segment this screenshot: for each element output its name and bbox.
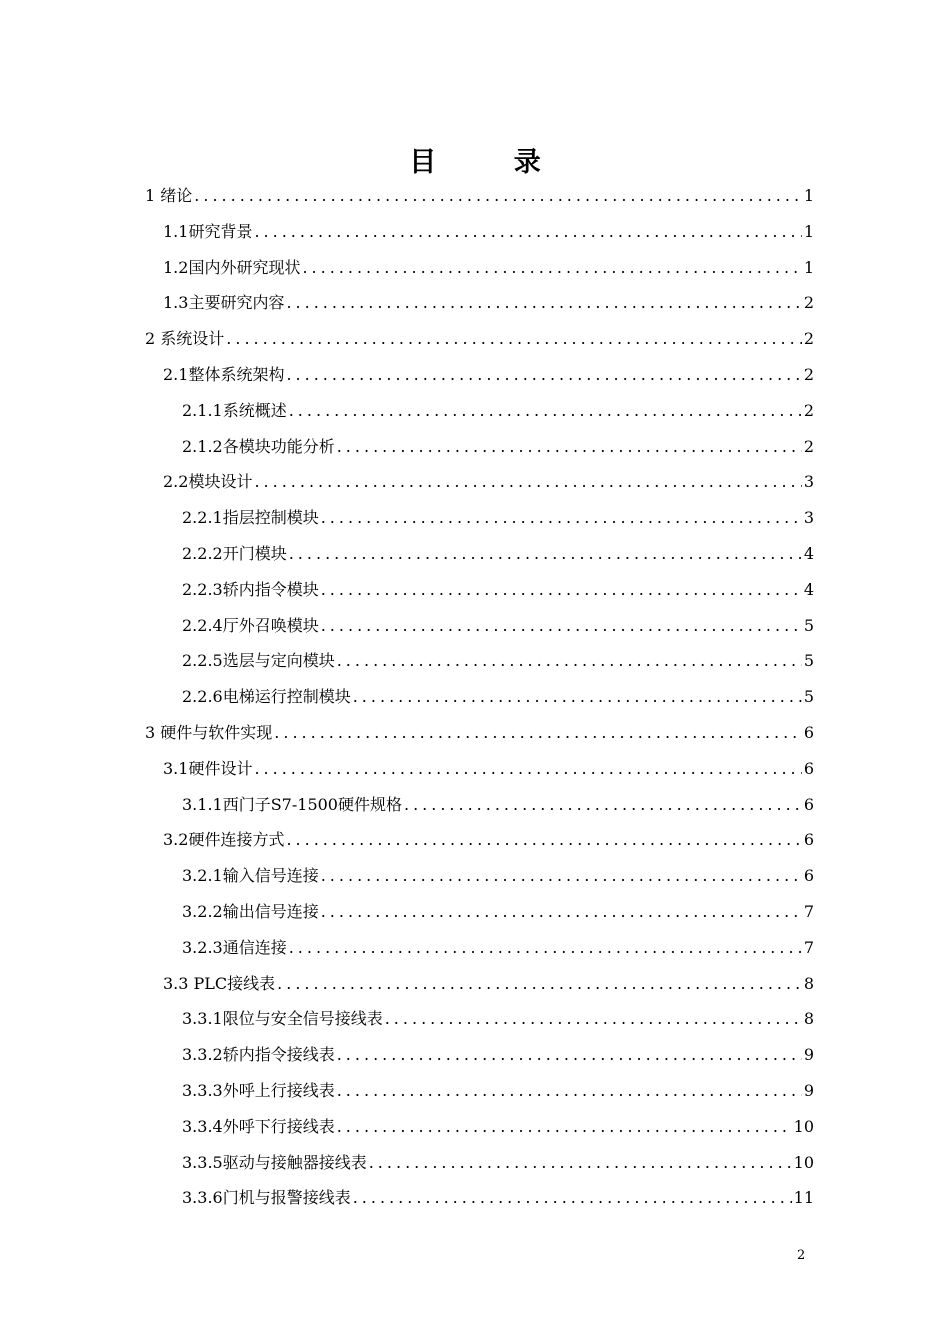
toc-entry-page: 4 xyxy=(803,579,814,599)
toc-leader-dots xyxy=(321,608,802,644)
toc-entry[interactable] xyxy=(163,966,814,1002)
toc-entry-label: 3.2.3通信连接 xyxy=(182,937,287,957)
toc-leader-dots xyxy=(321,500,802,536)
toc-entry-label: 2.1整体系统架构 xyxy=(163,365,285,384)
toc-leader-dots xyxy=(286,285,801,321)
toc-entry-page: 2 xyxy=(803,293,814,313)
toc-entry-label: 2 系统设计 xyxy=(145,329,225,349)
toc-entry-label: 2.2.5选层与定向模块 xyxy=(182,651,335,671)
toc-entry-label: 3.1.1西门子S7-1500硬件规格 xyxy=(182,794,402,814)
toc-leader-dots xyxy=(254,751,801,787)
toc-entry-page: 3 xyxy=(803,508,814,528)
toc-entry-label: 3.3.1限位与安全信号接线表 xyxy=(182,1009,383,1029)
toc-entry-page: 9 xyxy=(803,1045,814,1065)
toc-leader-dots xyxy=(385,1001,802,1037)
toc-entry-page: 1 xyxy=(803,186,814,205)
toc-entry-label: 3.2.2输出信号连接 xyxy=(182,902,319,921)
toc-entry[interactable] xyxy=(182,1037,814,1073)
toc-entry-page: 9 xyxy=(803,1081,814,1100)
toc-entry[interactable] xyxy=(163,285,814,321)
toc-entry[interactable] xyxy=(182,500,814,536)
toc-leader-dots xyxy=(286,822,801,858)
toc-entry-label: 2.1.2各模块功能分析 xyxy=(182,436,335,456)
toc-entry-page: 6 xyxy=(803,866,814,886)
toc-entry-label: 3.3.5驱动与接触器接线表 xyxy=(182,1152,367,1172)
toc-leader-dots xyxy=(369,1145,792,1181)
toc-leader-dots xyxy=(289,930,802,966)
toc-entry-label: 3.3.6门机与报警接线表 xyxy=(182,1188,351,1208)
toc-entry-page: 10 xyxy=(793,1152,814,1172)
toc-leader-dots xyxy=(337,1037,802,1073)
toc-entry-label: 2.2.4厅外召唤模块 xyxy=(182,615,319,635)
toc-entry-label: 3.3 PLC接线表 xyxy=(163,973,276,993)
toc-leader-dots xyxy=(254,464,801,500)
toc-leader-dots xyxy=(289,393,802,429)
toc-entry-label: 2.1.1系统概述 xyxy=(182,400,287,420)
toc-entry-label: 2.2模块设计 xyxy=(163,472,253,492)
toc-entry[interactable] xyxy=(163,214,814,250)
toc-leader-dots xyxy=(337,429,802,465)
toc-entry[interactable] xyxy=(163,250,814,286)
toc-entry-label: 3.3.3外呼上行接线表 xyxy=(182,1081,335,1100)
toc-leader-dots xyxy=(337,643,802,679)
toc-entry-label: 3 硬件与软件实现 xyxy=(145,723,273,742)
toc-entry-label: 1.1研究背景 xyxy=(163,221,253,241)
toc-leader-dots xyxy=(404,787,802,823)
toc-entry[interactable] xyxy=(182,393,814,429)
toc-entry[interactable] xyxy=(145,715,814,751)
toc-entry[interactable] xyxy=(163,822,814,858)
toc-entry-page: 6 xyxy=(803,830,814,850)
toc-entry-page: 6 xyxy=(803,723,814,742)
toc-leader-dots xyxy=(321,858,802,894)
toc-leader-dots xyxy=(337,1109,792,1145)
toc-leader-dots xyxy=(353,679,802,715)
toc-leader-dots xyxy=(321,894,802,930)
toc-leader-dots xyxy=(321,572,802,608)
toc-entry-page: 2 xyxy=(803,400,814,420)
page-number: 2 xyxy=(797,1248,806,1263)
toc-entry[interactable] xyxy=(182,858,814,894)
toc-entry-page: 11 xyxy=(793,1188,814,1208)
toc-entry-label: 1.3主要研究内容 xyxy=(163,293,285,313)
toc-leader-dots xyxy=(337,1073,802,1109)
toc-entry[interactable] xyxy=(182,1180,814,1216)
toc-leader-dots xyxy=(226,321,802,357)
toc-entry-page: 5 xyxy=(803,687,814,707)
toc-entry-page: 5 xyxy=(803,651,814,671)
toc-entry-label: 3.1硬件设计 xyxy=(163,758,253,778)
toc-leader-dots xyxy=(289,536,802,572)
toc-entry-label: 1.2国内外研究现状 xyxy=(163,257,301,277)
toc-entry-label: 1 绪论 xyxy=(145,186,193,205)
toc-entry[interactable] xyxy=(145,178,814,214)
toc-entry[interactable] xyxy=(182,679,814,715)
toc-entry-page: 2 xyxy=(803,329,814,349)
toc-leader-dots xyxy=(194,178,802,214)
toc-entry-label: 3.3.4外呼下行接线表 xyxy=(182,1116,335,1136)
toc-entry[interactable] xyxy=(163,751,814,787)
toc-entry-page: 10 xyxy=(793,1116,814,1136)
toc-entry-page: 8 xyxy=(803,1009,814,1029)
toc-entry[interactable] xyxy=(145,321,814,357)
toc-leader-dots xyxy=(254,214,801,250)
toc-entry[interactable] xyxy=(182,572,814,608)
toc-leader-dots xyxy=(274,715,802,751)
toc-entry[interactable] xyxy=(182,930,814,966)
toc-entry-page: 3 xyxy=(803,472,814,492)
toc-entry[interactable] xyxy=(182,1001,814,1037)
toc-entry[interactable] xyxy=(182,608,814,644)
toc-entry-page: 1 xyxy=(803,221,814,241)
toc-leader-dots xyxy=(277,966,802,1002)
toc-entry-page: 1 xyxy=(803,257,814,277)
toc-entry[interactable] xyxy=(182,643,814,679)
toc-entry-page: 7 xyxy=(803,937,814,957)
toc-entry[interactable] xyxy=(182,894,814,930)
toc-entry-label: 3.2硬件连接方式 xyxy=(163,830,285,850)
toc-leader-dots xyxy=(302,250,801,286)
toc-leader-dots xyxy=(286,357,801,393)
toc-entry-page: 2 xyxy=(803,365,814,384)
toc-entry[interactable] xyxy=(163,357,814,393)
toc-entry-label: 2.2.2开门模块 xyxy=(182,544,287,563)
toc-entry-page: 5 xyxy=(803,615,814,635)
toc-entry-page: 4 xyxy=(803,544,814,563)
toc-entry-label: 2.2.6电梯运行控制模块 xyxy=(182,687,351,707)
toc-entry-page: 8 xyxy=(803,973,814,993)
toc-leader-dots xyxy=(353,1180,792,1216)
toc-entry-label: 2.2.1指层控制模块 xyxy=(182,508,319,528)
toc-entry-page: 6 xyxy=(803,794,814,814)
toc-entry[interactable] xyxy=(182,536,814,572)
toc-entry[interactable] xyxy=(182,1073,814,1109)
toc-entry[interactable] xyxy=(163,464,814,500)
toc-entry-page: 6 xyxy=(803,758,814,778)
toc-title: 目 录 xyxy=(409,147,575,179)
toc-entry-label: 2.2.3轿内指令模块 xyxy=(182,579,319,599)
toc-entry[interactable] xyxy=(182,429,814,465)
toc-entry[interactable] xyxy=(182,787,814,823)
toc-entry-label: 3.3.2轿内指令接线表 xyxy=(182,1045,335,1065)
toc-entry-page: 7 xyxy=(803,902,814,921)
toc-entry[interactable] xyxy=(182,1145,814,1181)
toc-entry[interactable] xyxy=(182,1109,814,1145)
toc-entry-label: 3.2.1输入信号连接 xyxy=(182,866,319,886)
toc-entry-page: 2 xyxy=(803,436,814,456)
